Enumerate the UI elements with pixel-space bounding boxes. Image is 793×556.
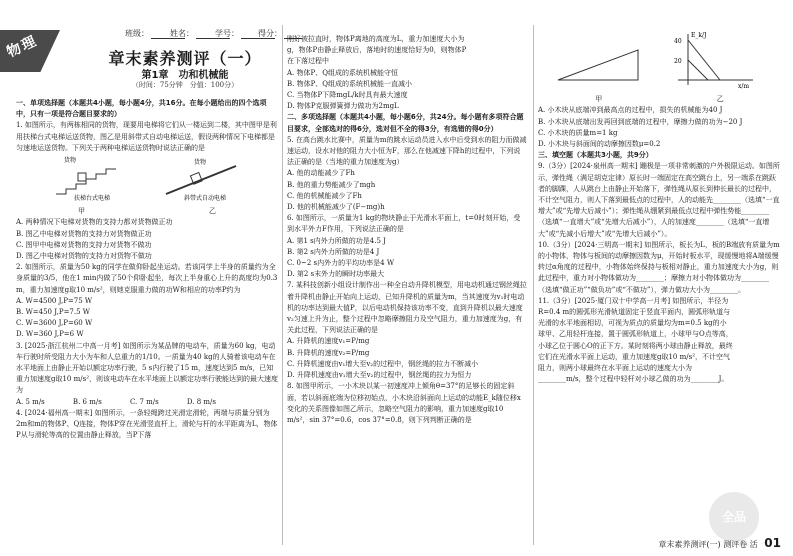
meta-class: 班级： xyxy=(125,28,185,39)
q2-option-a: A. W=4500 J,P=75 W xyxy=(16,296,93,305)
column-1 xyxy=(16,98,278,441)
footer-label: 章末素养测评(一) xyxy=(658,540,721,549)
q6-option-b: B. 第2 s内外力所做的功是4 J xyxy=(287,247,380,256)
q1-option-b: B. 图乙中电梯对货物的支持力对货物做正功 xyxy=(16,229,152,238)
section-multiple-choice: 二、多项选择题（本题共4小题，每小题6分，共24分。每小题有多项符合题目要求，全部选对的得6分，选对但不全的得3分，有选错的得0分） xyxy=(287,113,524,133)
q7-option-d: D. 升降机速度由v₁增大至v₂的过程中，钢丝绳的拉力为恒力 xyxy=(287,371,472,380)
column-3 xyxy=(538,30,781,385)
q5-option-d: D. 他的机械能减少了(F−mg)h xyxy=(287,203,385,212)
question-1: 1. 如图所示，有两栋相同的货物，现要用电梯将它们从一楼运到二楼，其中图甲是利用扶梯台式电梯运送货物，图乙是用斜带式自动电梯运送，假设两种情况下电梯都是匀速地运送货物。下列关于两种电梯运送货物时说法正确的是 xyxy=(16,121,277,152)
page-footer xyxy=(658,536,781,550)
q1-option-d: D. 图乙中电梯对货物的支持力对货物不做功 xyxy=(16,252,152,261)
q3-option-b: B. 6 m/s xyxy=(72,397,102,406)
column-divider xyxy=(533,25,534,545)
question-8: 8. 如图甲所示，一小木块以某一初速度冲上倾角θ=37°的足够长的固定斜面，若以斜面底端为位移初始点，小木块沿斜面向上运动的动能E_k随位移x变化的关系图像如图乙所示，忽略空气阻力的影响，重力加速度g取10 m/s²，sin 37°=0.6，cos 37°=0.8，则下列判断正确的是 xyxy=(287,382,521,424)
q1-fig-label-b: 斜带式自动电梯 xyxy=(184,195,227,203)
q8-figure xyxy=(538,30,781,90)
q7-option-a: A. 升降机的速度v₁=P/mg xyxy=(287,337,370,346)
page-number: 01 xyxy=(764,536,781,550)
q4-option-b: B. 物体P、Q组成的系统机械能一直减小 xyxy=(287,79,413,88)
question-6: 6. 如图所示，一质量为1 kg的物块静止于光滑水平面上，t=0时刻开始，受到水平外力F作用，下列说法正确的是 xyxy=(287,214,521,234)
time-info: （时间：75分钟 分值：100分） xyxy=(131,81,239,89)
footer-tag: 测评卷 xyxy=(723,540,748,549)
q5-option-b: B. 他的重力势能减少了mgh xyxy=(287,180,376,189)
question-4: 4. [2024·福州高一期末] 如图所示，一条轻绳跨过光滑定滑轮，两端与质量分别为2m和m的物体P、Q连接，物体P穿在光滑竖直杆上，滑轮与杆的水平距离为L，物体P从与滑轮等高的位置由静止释放，当P下落 xyxy=(16,408,278,440)
q6-option-a: A. 第1 s内外力所做的功是4.5 J xyxy=(287,236,386,245)
q4-option-d: D. 物体P克服弹簧弹力做功为2mgL xyxy=(287,102,399,111)
q7-option-c: C. 升降机速度由v₁增大至v₂的过程中，钢丝绳的拉力不断减小 xyxy=(287,359,479,368)
q2-option-c: C. W=3600 J,P=60 W xyxy=(16,319,93,328)
question-5: 5. 在高台跳水比赛中，质量为m的跳水运动员进入水中后受到水的阻力而做减速运动，设水对他的阻力大小恒为F，那么在他减速下降h的过程中，下列说法正确的是（当地的重力加速度为g） xyxy=(287,135,527,167)
section-single-choice: 一、单项选择题（本题共4小题，每小题4分，共16分。在每小题给出的四个选项中，只有一项是符合题目要求的） xyxy=(16,99,267,119)
q3-option-a: A. 5 m/s xyxy=(16,397,45,406)
page-title: 章末素养测评（一） xyxy=(108,49,262,68)
q8-option-a: A. 小木块从底端冲到最高点的过程中，损失的机械能为40 J xyxy=(538,106,723,115)
question-4-continued: 刚好被拉直时，物体P离地的高度为L，重力加速度大小为g，物体P由静止释放后，落地时的速度恰好为0，则物体P在下落过程中 xyxy=(287,35,467,66)
section-fill-in: 三、填空题（本题共3小题，共9分） xyxy=(538,151,653,160)
q1-fig-label-a: 扶梯台式电梯 xyxy=(74,195,111,203)
q8-option-c: C. 小木块的质量m=1 kg xyxy=(538,128,618,137)
q1-figure xyxy=(16,154,278,202)
question-10: 10.（3分）[2024·三明高一期末] 如图所示，板长为L，板的B端放有质量为m的小物体，物体与板间的动摩擦因数为μ，开始时板水平，现缓慢地将A端缓慢转过α角度的过程中，小物体始终保持与板相对静止，重力加速度大小为g，则此过程中，重力对小物体做功为________；摩擦力对小物体做功为________（选填“做正功”“做负功”或“不做功”），弹力做功大小为________。 xyxy=(538,240,780,294)
q4-option-c: C. 当物体P下降mgL/k时具有最大速度 xyxy=(287,91,408,100)
q3-options xyxy=(16,397,216,408)
q6-option-c: C. 0~2 s内外力的平均功率是4 W xyxy=(287,259,395,268)
footer-type: 活 xyxy=(749,540,758,549)
meta-id: 学号： xyxy=(215,28,275,39)
q1-fig-cargo-b: 货物 xyxy=(194,159,207,167)
q6-option-d: D. 第2 s末外力的瞬时功率最大 xyxy=(287,270,385,279)
q4-option-a: A. 物体P、Q组成的系统机械能守恒 xyxy=(287,68,398,77)
q2-option-d: D. W=360 J,P=6 W xyxy=(16,330,84,339)
q8-fig-xlabel: x/m xyxy=(738,83,750,90)
q8-fig-tick-40: 40 xyxy=(674,38,682,45)
q5-option-c: C. 他的机械能减少了Fh xyxy=(287,191,362,200)
subject-tab-label: 物理 xyxy=(4,32,41,61)
question-11: 11.（3分）[2025·厦门双十中学高一月考] 如图所示，半径为R=0.4 m的圆弧形光滑轨道固定于竖直平面内，圆弧形轨道与光滑的水平地面相切，可视为质点的质量均为m=0.5 kg的小球甲、乙用轻杆连接，置于圆弧形轨道上，小球甲与O点等高，小球乙位于圆心O的正下方。某时刻将两小球由静止释放，最终它们在光滑水平面上运动，重力加速度g取10 m/s²，不计空气阻力，则两小球最终在水平面上运动的速度大小为________m/s，整个过程中轻杆对小球乙做的功为________J。 xyxy=(538,296,733,384)
question-2: 2. 如图所示，质量为50 kg的同学在做仰卧起坐运动。若该同学上半身的质量约为全身质量的3/5，他在1 min内做了50个仰卧起坐，每次上半身重心上升的高度均为0.3 m，重力加速度g取10 m/s²，则她克服重力做的功W和相应的功率P约为 xyxy=(16,263,278,294)
watermark-logo: 全品 xyxy=(709,492,759,542)
question-9: 9.（3分）[2024·泉州高一期末] 蹦极是一项非常刺激的户外极限运动。如图所示，弹性绳（满足胡克定律）原长时一端固定在高空跳台上，另一端系在跳跃者的脚踝，人从跳台上由静止开始落下，弹性绳从原长到伸长最长的过程中，不计空气阻力，则人下落到最低点的过程中，人的动能先________（选填“一直增大”或“先增大后减小”）；弹性绳从绷紧到最低点过程中弹性势能________（选填“一直增大”或“先增大后减小”），人的加速度________（选填“一直增大”或“先减小后增大”或“先增大后减小”）。 xyxy=(538,162,780,238)
meta-score: 得分： xyxy=(258,28,302,39)
q1-option-c: C. 图甲中电梯对货物的支持力对货物不做功 xyxy=(16,240,152,249)
column-divider xyxy=(282,25,283,545)
chapter-subtitle: 第1章 功和机械能 xyxy=(141,70,229,81)
question-3: 3. [2025·浙江杭州二中高一月考] 如图所示为某品牌的电动车，质量为60 kg，电动车行驶时所受阻力大小为车和人总重力的1/10。一质量为40 kg的人骑着该电动车在水平地面上由静止开始以额定功率行驶，5 s内行驶了15 m，速度达到5 m/s，已知重力加速度g取10 m/s²，则该电动车在水平地面上以额定功率行驶能达到的最大速度为 xyxy=(16,341,279,395)
meta-name: 姓名： xyxy=(170,28,230,39)
q5-option-a: A. 他的动能减少了Fh xyxy=(287,169,355,178)
column-2 xyxy=(287,34,527,426)
q7-option-b: B. 升降机的速度v₂=P/mg xyxy=(287,348,370,357)
q3-option-d: D. 8 m/s xyxy=(186,397,216,406)
q1-fig-captions: 甲 乙 xyxy=(78,207,216,216)
q2-option-b: B. W=450 J,P=7.5 W xyxy=(16,308,90,317)
q8-fig-ylabel: E_k/J xyxy=(691,32,707,39)
q8-fig-captions: 甲 乙 xyxy=(595,95,724,104)
q8-option-d: D. 小木块与斜面间的动摩擦因数μ=0.2 xyxy=(538,140,661,149)
question-7: 7. 某科技创新小组设计制作出一种全自动升降机模型，用电动机通过钢丝绳拉着升降机由静止开始向上运动，已知升降机的质量为m，当其速度为v₁时电动机的功率达到最大值P，以后电动机保持该功率不变，直到升降机以最大速度v₂匀速上升为止，整个过程中忽略摩擦阻力及空气阻力，重力加速度为g，有关此过程，下列说法正确的是 xyxy=(287,281,527,335)
q8-fig-tick-20: 20 xyxy=(674,58,682,65)
q8-option-b: B. 小木块从底端出发再回到底端的过程中，摩擦力做的功为−20 J xyxy=(538,117,743,126)
q3-option-c: C. 7 m/s xyxy=(129,397,159,406)
q1-fig-cargo-a: 货物 xyxy=(64,157,77,165)
q1-option-a: A. 两种情况下电梯对货物的支持力都对货物做正功 xyxy=(16,218,173,227)
